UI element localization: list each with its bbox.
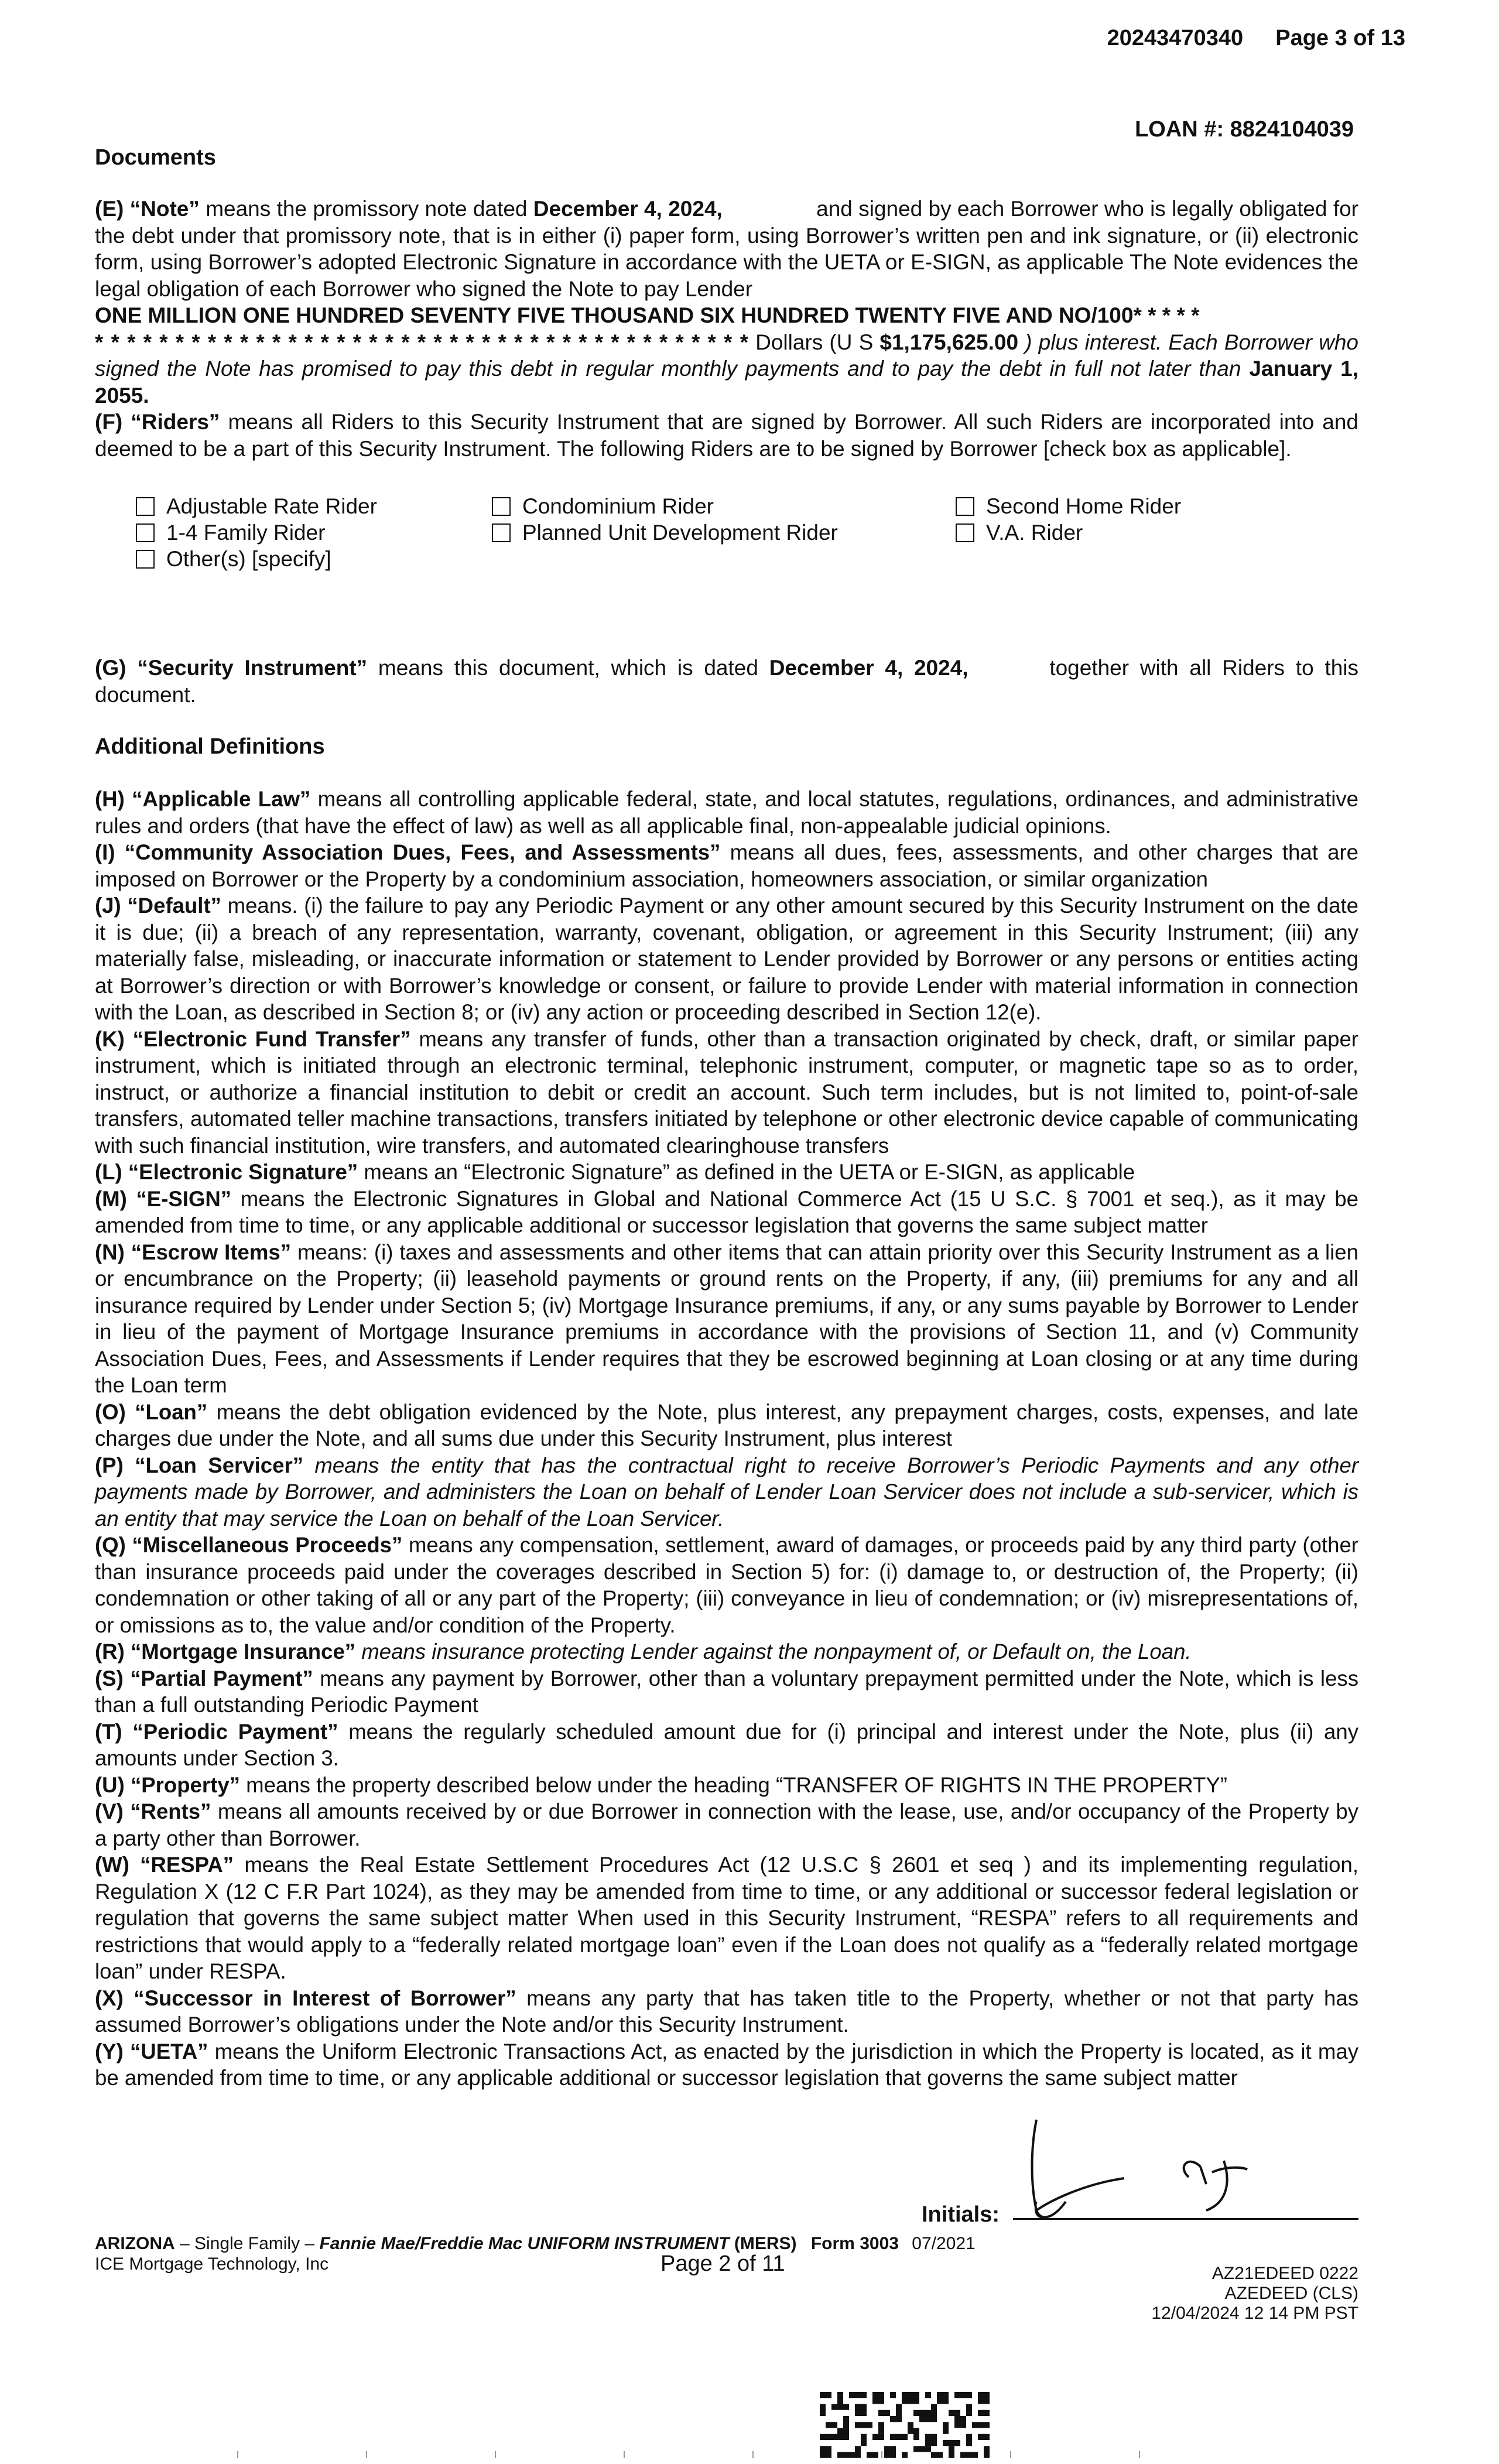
definitions-list (95, 786, 1358, 2092)
definition-label: (J) (95, 894, 121, 918)
definition-item (95, 2038, 1358, 2092)
definition-text: means the Electronic Signatures in Global and National Commerce Act (15 U S.C. § 7001 et seq.), as it may be amended from time to time, or any applicable additional or successor legislation that governs the same subject matter (95, 1186, 1358, 1237)
definition-item (95, 1665, 1358, 1719)
definition-item (95, 786, 1358, 839)
definition-label: (X) (95, 1986, 124, 2010)
definition-security-instrument (95, 655, 1358, 708)
riders-checklist (136, 493, 1307, 575)
definition-text: means any compensation, settlement, award of damages, or proceeds paid by any third party (other than insurance proceeds paid under the coverages described in Section 5) for: (i) damage to, or destruction of, the Property; (ii) condemnation or other taking of all or any part of the Property; (iii) conveyance in lieu of condemnation; or (iv) misrepresentations of, or omissions as to, the value and/or condition of the Property. (95, 1533, 1358, 1637)
definition-term: “Applicable Law” (132, 787, 311, 811)
loan-number: LOAN #: 8824104039 (1135, 117, 1354, 142)
definition-term: “RESPA” (140, 1853, 234, 1877)
definition-text: means. (i) the failure to pay any Periodic Payment or any other amount secured by this Security Instrument on the date it is due; (ii) a breach of any representation, warranty, covenant, obligation, or agreement in this Security Instrument; (iii) any materially false, misleading, or inaccurate information or statement to Lender provided by Borrower or any persons or entities acting at Borrower’s direction or with Borrower’s knowledge or consent, or failure to provide Lender with material information in connection with the Loan, as described in Section 8; or (iv) any action or proceeding described in Section 12(e). (95, 894, 1358, 1024)
footer-form-date: 07/2021 (912, 2234, 976, 2253)
definition-label: (K) (95, 1026, 125, 1051)
definition-text: ) plus interest. Each Borrower who signed the Note has promised to pay this debt in regular monthly payments and to pay the debt in full not later than (95, 330, 1358, 381)
definition-text: means the entity that has the contractual right to receive Borrower’s Periodic Payments and any other payments made by Borrower, and administers the Loan on behalf of Lender Loan Servicer does not include a sub-servicer, which is an entity that may service the Loan on behalf of the Loan Servicer. (95, 1453, 1358, 1531)
definition-text: means any transfer of funds, other than a transaction originated by check, draft, or similar paper instrument, which is initiated through an electronic terminal, telephonic instrument, computer, or magnetic tape so as to order, instruct, or authorize a financial institution to debit or credit an account. Such term includes, but is not limited to, point-of-sale transfers, automated teller machine transactions, transfers initiated by telephone or other electronic device capable of communicating with such financial institution, wire transfers, and automated clearinghouse transfers (95, 1026, 1358, 1158)
definition-item (95, 1798, 1358, 1852)
definition-item (95, 1532, 1358, 1638)
definition-term: “Default” (127, 894, 221, 918)
definition-term: “Loan” (135, 1399, 208, 1424)
scan-mark (1139, 2451, 1140, 2458)
definition-text: means an “Electronic Signature” as defined in the UETA or E-SIGN, as applicable (358, 1160, 1135, 1184)
scan-mark (366, 2451, 367, 2458)
rider-adjustable-rate[interactable] (136, 493, 377, 520)
loan-amount: $1,175,625.00 (879, 330, 1019, 354)
scan-mark (624, 2451, 625, 2458)
definition-text: means all controlling applicable federal, state, and local statutes, regulations, ordinances, and administrative rules and orders (that have the effect of law) as well as all applicable final, non-appealable judicial opinions. (95, 787, 1358, 838)
definition-text: means all amounts received by or due Borrower in connection with the lease, use, and/or occupancy of the Property by a party other than Borrower. (95, 1799, 1358, 1850)
definition-item (95, 1852, 1358, 1985)
definition-item (95, 1638, 1358, 1665)
checkbox[interactable] (956, 497, 974, 516)
definition-term: “Security Instrument” (137, 656, 368, 680)
checkbox[interactable] (492, 523, 511, 542)
definition-label: (Y) (95, 2039, 124, 2063)
footer-instrument: Fannie Mae/Freddie Mac UNIFORM INSTRUMENT (319, 2234, 730, 2253)
definition-text: together with all Riders to this document. (95, 656, 1358, 707)
rider-second-home[interactable] (956, 493, 1181, 520)
rider-label: Condominium Rider (522, 494, 714, 518)
footer-code: AZEDEED (CLS) (1224, 2284, 1358, 2303)
definition-label: (P) (95, 1453, 124, 1477)
definition-item (95, 1239, 1358, 1399)
definition-term: “Electronic Fund Transfer” (132, 1026, 411, 1051)
definition-text: means any party that has taken title to the Property, whether or not that party has assumed Borrower’s obligations under the Note and/or this Security Instrument. (95, 1986, 1359, 2037)
definition-label: (E) (95, 197, 124, 221)
rider-label: 1-4 Family Rider (166, 521, 326, 545)
definition-text: means all dues, fees, assessments, and other charges that are imposed on Borrower or the Property by a condominium association, homeowners association, or similar organization (95, 840, 1358, 891)
page-indicator: Page 3 of 13 (1275, 26, 1405, 50)
definition-text: means the Uniform Electronic Transactions Act, as enacted by the jurisdiction in which the Property is located, as it may be amended from time to time, or any applicable additional or successor legislation that governs the same subject matter (95, 2039, 1358, 2090)
definition-term: “Partial Payment” (130, 1666, 313, 1690)
scan-mark (752, 2451, 754, 2458)
definition-text: means: (i) taxes and assessments and other items that can attain priority over this Security Instrument as a lien or encumbrance on the Property; (ii) leasehold payments or ground rents on the Property, if any, (iii) premiums for any and all insurance required by Lender under Section 5; (iv) Mortgage Insurance premiums, if any, or any sums payable by Borrower to Lender in lieu of the payment of Mortgage Insurance premiums in accordance with the provisions of Section 11, and (v) Community Association Dues, Fees, and Assessments if Lender requires that they be escrowed beginning at Loan closing or at any time during the Loan term (95, 1240, 1358, 1397)
definition-text: means the promissory note dated (199, 197, 533, 221)
section-heading-additional-definitions: Additional Definitions (95, 734, 325, 759)
definition-label: (Q) (95, 1533, 126, 1557)
footer-text: – Single Family – (174, 2234, 320, 2253)
footer-codes (1066, 2264, 1358, 2323)
definition-term: “Loan Servicer” (135, 1453, 303, 1477)
definition-label: (M) (95, 1186, 127, 1211)
scan-mark (1010, 2451, 1011, 2458)
rider-1-4-family[interactable] (136, 519, 325, 546)
rider-label: V.A. Rider (986, 521, 1083, 545)
definition-label: (T) (95, 1719, 122, 1744)
checkbox[interactable] (136, 497, 155, 516)
definition-label: (G) (95, 656, 126, 680)
definition-item (95, 1026, 1358, 1159)
rider-label: Adjustable Rate Rider (166, 494, 377, 518)
definition-note (95, 196, 1358, 462)
definition-label: (O) (95, 1399, 126, 1424)
signature-initials-image (1013, 2114, 1364, 2231)
definition-item (95, 1186, 1358, 1239)
definition-term: “Property” (130, 1772, 240, 1797)
document-number: 20243470340 (1107, 26, 1244, 50)
definition-text: and signed by each Borrower who is legally obligated for the debt under that promissory note, that is in either (i) paper form, using Borrower’s written pen and ink signature, or (ii) electronic form, using Borrower’s adopted Electronic Signature in accordance with the UETA or E-SIGN, as applicable The Note evidences the legal obligation of each Borrower who signed the Note to pay Lender (95, 197, 1359, 301)
definition-label: (H) (95, 787, 125, 811)
scan-mark (237, 2451, 238, 2458)
footer-timestamp: 12/04/2024 12 14 PM PST (1151, 2304, 1358, 2323)
definition-item (95, 1159, 1358, 1186)
barcode-image (820, 2392, 990, 2464)
checkbox[interactable] (956, 523, 974, 542)
checkbox[interactable] (136, 550, 155, 569)
definition-term: “UETA” (129, 2039, 208, 2063)
definition-text: means the Real Estate Settlement Procedures Act (12 U.S.C § 2601 et seq ) and its implementing regulation, Regulation X (12 C F.R Part 1024), as they may be amended from time to time, or any additional or successor federal legislation or regulation that governs the same subject matter When used in this Security Instrument, “RESPA” refers to all requirements and restrictions that would apply to a “federally related mortgage loan” even if the Loan does not qualify as a “federally related mortgage loan” under RESPA. (95, 1853, 1358, 1983)
definition-text: means any payment by Borrower, other than a voluntary prepayment permitted under the Note, which is less than a full outstanding Periodic Payment (95, 1666, 1358, 1717)
definition-text: means the regularly scheduled amount due for (i) principal and interest under the Note, plus (ii) any amounts under Section 3. (95, 1719, 1358, 1770)
definition-term: “E-SIGN” (136, 1186, 232, 1211)
footer-state: ARIZONA (95, 2234, 175, 2253)
definition-label: (I) (95, 840, 115, 864)
note-date: December 4, 2024, (533, 197, 723, 221)
definition-item (95, 892, 1358, 1026)
definition-text: means the debt obligation evidenced by the Note, plus interest, any prepayment charges, costs, expenses, and late charges due under the Note, and all sums due under this Security Instrument, plus interest (95, 1399, 1358, 1450)
checkbox[interactable] (136, 523, 155, 542)
definition-label: (W) (95, 1853, 129, 1877)
definition-item (95, 1719, 1358, 1772)
definition-text: means this document, which is dated (367, 656, 769, 680)
definition-term: “Miscellaneous Proceeds” (132, 1533, 403, 1557)
checkbox[interactable] (492, 497, 511, 516)
footer-page-number: Page 2 of 11 (660, 2251, 785, 2276)
rider-label: Second Home Rider (986, 494, 1182, 518)
definition-term: “Successor in Interest of Borrower” (134, 1986, 516, 2010)
definition-item (95, 1452, 1358, 1532)
rider-label: Planned Unit Development Rider (522, 521, 838, 545)
rider-condominium[interactable] (492, 493, 714, 520)
section-heading-documents: Documents (95, 145, 216, 170)
footer-form-line (95, 2234, 976, 2254)
definition-term: “Note” (129, 197, 200, 221)
definition-term: “Electronic Signature” (128, 1160, 358, 1184)
definition-label: (F) (95, 410, 123, 434)
definition-item (95, 1772, 1358, 1799)
document-page-header (1107, 26, 1405, 51)
definition-label: (N) (95, 1240, 125, 1264)
dollars-label: Dollars (U S (748, 330, 880, 354)
scan-mark (495, 2451, 496, 2458)
definition-label: (U) (95, 1772, 125, 1797)
footer-form-number: Form 3003 (810, 2234, 899, 2253)
definition-text: means the property described below under the heading “TRANSFER OF RIGHTS IN THE PROPERTY” (239, 1772, 1227, 1797)
definition-term: “Mortgage Insurance” (130, 1640, 356, 1664)
definition-label: (V) (95, 1799, 124, 1823)
definition-term: “Periodic Payment” (132, 1719, 338, 1744)
security-instrument-date: December 4, 2024, (769, 656, 968, 680)
definition-label: (R) (95, 1640, 125, 1664)
initials-label: Initials: (922, 2202, 1000, 2227)
scan-mark (881, 2451, 882, 2458)
maturity-date: January 1, 2055. (95, 357, 1358, 408)
footer-mers: (MERS) (734, 2234, 797, 2253)
amount-fill-stars: * * * * * * * * * * * * * * * * * * * * * * * * * * * * * * * * * * * * * * * * * (95, 330, 749, 354)
definition-item (95, 1399, 1358, 1452)
definition-label: (L) (95, 1160, 122, 1184)
definition-label: (S) (95, 1666, 124, 1690)
loan-amount-words: ONE MILLION ONE HUNDRED SEVENTY FIVE THOUSAND SIX HUNDRED TWENTY FIVE AND NO/100* * * * * (95, 303, 1200, 327)
rider-label: Other(s) [specify] (166, 547, 331, 571)
rider-va[interactable] (956, 519, 1083, 546)
definition-term: “Riders” (131, 410, 220, 434)
footer-code: AZ21EDEED 0222 (1211, 2264, 1358, 2283)
footer-company: ICE Mortgage Technology, Inc (95, 2254, 329, 2274)
rider-other[interactable] (136, 546, 331, 573)
rider-planned-unit-development[interactable] (492, 519, 838, 546)
definition-term: “Community Association Dues, Fees, and Assessments” (124, 840, 721, 864)
definition-text: means all Riders to this Security Instrument that are signed by Borrower. All such Riders are incorporated into and deemed to be a part of this Security Instrument. The following Riders are to be signed by Borrower [check box as applicable]. (95, 410, 1359, 461)
definition-term: “Rents” (130, 1799, 211, 1823)
definition-item (95, 839, 1358, 892)
definition-text: means insurance protecting Lender against the nonpayment of, or Default on, the Loan. (355, 1640, 1192, 1664)
definition-term: “Escrow Items” (131, 1240, 291, 1264)
definition-item (95, 1985, 1358, 2038)
